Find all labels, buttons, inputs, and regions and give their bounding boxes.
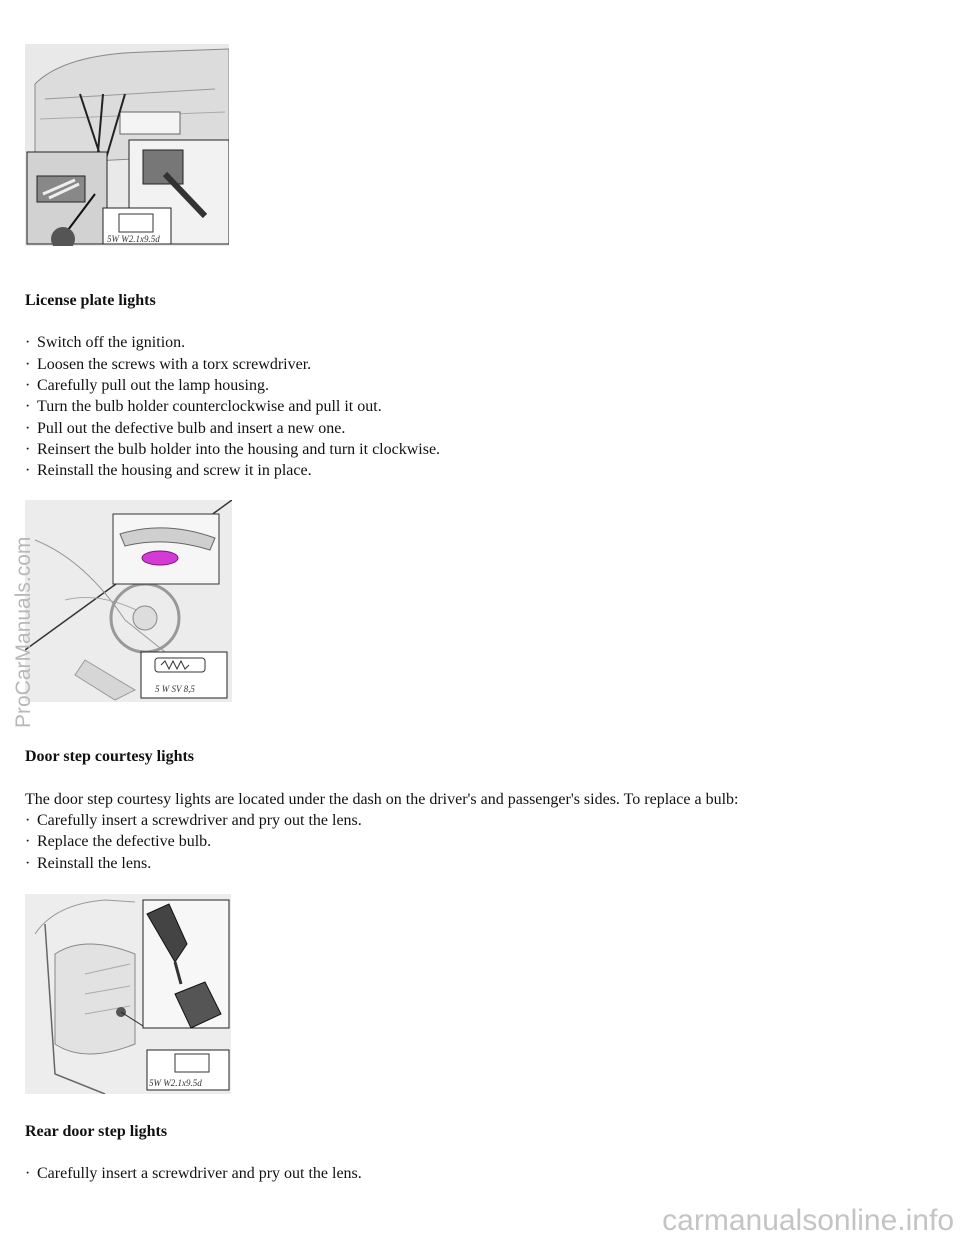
bullet: ·: [25, 356, 31, 373]
step-text: Turn the bulb holder counterclockwise and pull it out.: [37, 398, 382, 415]
step-text: Reinstall the housing and screw it in place.: [37, 462, 312, 479]
license-plate-step: [25, 462, 312, 480]
step-text: Replace the defective bulb.: [37, 833, 212, 850]
license-plate-step: [25, 398, 382, 416]
license-plate-figure: [25, 44, 229, 246]
license-plate-step: [25, 334, 185, 352]
bullet: ·: [25, 420, 31, 437]
license-plate-step: [25, 441, 440, 459]
courtesy-light-figure: [25, 500, 232, 702]
watermark-bottom: carmanualsonline.info: [662, 1204, 954, 1237]
bullet: ·: [25, 441, 31, 458]
rear-door-light-step: [25, 1165, 362, 1183]
bullet: ·: [25, 833, 31, 850]
courtesy-light-figure-label: 5 W SV 8,5: [155, 684, 195, 694]
courtesy-light-heading: Door step courtesy lights: [25, 748, 195, 765]
step-text: Switch off the ignition.: [37, 334, 186, 351]
courtesy-light-step: [25, 855, 151, 873]
watermark-left: ProCarManuals.com: [12, 536, 35, 728]
step-text: Carefully insert a screwdriver and pry out the lens.: [37, 1165, 362, 1182]
bullet: ·: [25, 812, 31, 829]
bullet: ·: [25, 855, 31, 872]
license-plate-step: [25, 420, 345, 438]
license-plate-heading: License plate lights: [25, 292, 156, 309]
step-text: Carefully pull out the lamp housing.: [37, 377, 269, 394]
bullet: ·: [25, 377, 31, 394]
bullet: ·: [25, 398, 31, 415]
license-plate-step: [25, 356, 311, 374]
step-text: Carefully insert a screwdriver and pry out the lens.: [37, 812, 362, 829]
license-plate-figure-label: 5W W2.1x9.5d: [107, 234, 160, 244]
step-text: Reinsert the bulb holder into the housing and turn it clockwise.: [37, 441, 441, 458]
license-plate-step: [25, 377, 269, 395]
step-text: Pull out the defective bulb and insert a new one.: [37, 420, 346, 437]
courtesy-light-step: [25, 833, 211, 851]
rear-door-light-figure-label: 5W W2.1x9.5d: [149, 1078, 202, 1088]
step-text: Reinstall the lens.: [37, 855, 152, 872]
rear-door-light-heading: Rear door step lights: [25, 1123, 168, 1140]
bullet: ·: [25, 1165, 31, 1182]
bullet: ·: [25, 334, 31, 351]
courtesy-light-step: [25, 812, 362, 830]
courtesy-light-intro: The door step courtesy lights are located under the dash on the driver's and passenger's sides. To replace a bulb:: [25, 791, 739, 808]
step-text: Loosen the screws with a torx screwdriver.: [37, 356, 312, 373]
rear-door-light-figure: [25, 894, 231, 1094]
bullet: ·: [25, 462, 31, 479]
